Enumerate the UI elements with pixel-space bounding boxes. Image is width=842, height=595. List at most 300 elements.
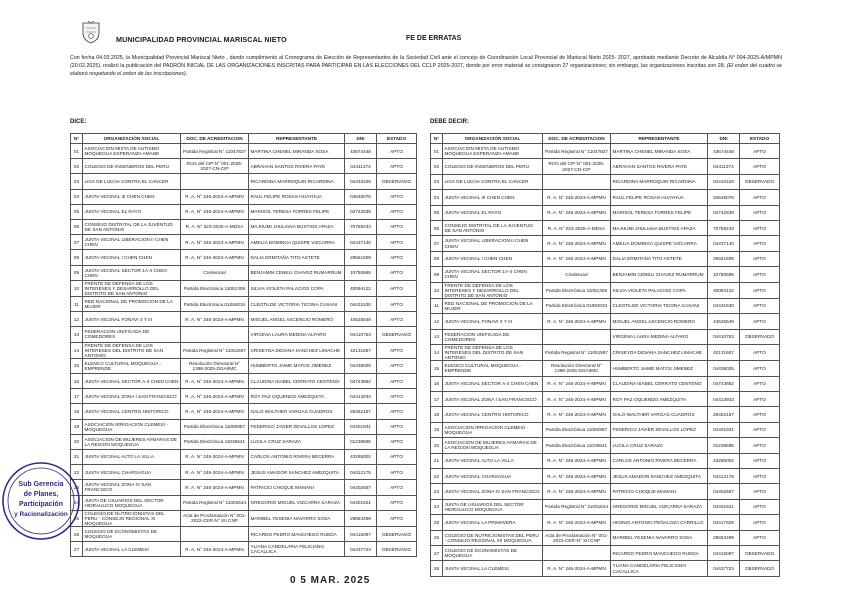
column-header: N° bbox=[431, 134, 443, 144]
dni-cell: 04411374 bbox=[708, 159, 740, 174]
table-row bbox=[71, 374, 417, 389]
organization-cell: RED NACIONAL DE PROMOCION DE LA MUJER bbox=[443, 298, 543, 313]
organization-cell: FRENTE DE DEFENSA DE LOS INTERESES Y DESARROLLO DEL DISTRITO DE SAN ANTONIO bbox=[443, 282, 543, 298]
column-header: ORGANIZACIÓN SOCIAL bbox=[443, 134, 543, 144]
representative-cell: RAUL FELIPE ROSAS HUAYHUA bbox=[611, 190, 708, 205]
organization-cell: JUNTA VECINAL EL RAYO bbox=[443, 205, 543, 220]
status-cell: APTO bbox=[377, 510, 417, 526]
status-cell: APTO bbox=[740, 267, 780, 282]
table-debe-decir bbox=[430, 133, 780, 577]
row-number: 14 bbox=[431, 344, 443, 360]
representative-cell: GREGORIO MIGUEL VIZCARRA SARAZA bbox=[611, 499, 708, 514]
organization-cell: COLEGIO DE NUTRICIONISTAS DEL PERU - CONSEJO REGIONAL XII MOQUEGUA bbox=[443, 530, 543, 545]
column-header: ESTADO bbox=[377, 134, 417, 144]
dni-cell: 04742839 bbox=[708, 205, 740, 220]
organization-cell: JUNTA VECINAL III CHEN CHEN bbox=[443, 190, 543, 205]
row-number: 19 bbox=[71, 419, 83, 434]
dni-cell: 44525549 bbox=[345, 312, 377, 327]
representative-cell: MARTINA CHENEL MIRANDA SOSA bbox=[611, 144, 708, 159]
table-row bbox=[71, 510, 417, 526]
accreditation-cell: R. A. N° 246-2024-A-MPMN bbox=[181, 235, 249, 250]
row-number: 06 bbox=[71, 219, 83, 234]
row-number: 15 bbox=[71, 358, 83, 373]
accreditation-cell bbox=[181, 174, 249, 189]
row-number: 15 bbox=[431, 361, 443, 376]
row-number: 10 bbox=[431, 282, 443, 298]
organization-cell: COLEGIO DE ECONOMISTAS DE MOQUEGUA bbox=[443, 545, 543, 560]
table-row bbox=[431, 376, 780, 391]
row-number: 12 bbox=[71, 312, 83, 327]
table-row bbox=[431, 251, 780, 266]
row-number: 01 bbox=[71, 144, 83, 159]
accreditation-cell: Partida Electrónica 11036641 bbox=[543, 438, 611, 453]
accreditation-cell: R. A. N° 246-2024-A-MPMN bbox=[543, 484, 611, 499]
row-number: 26 bbox=[431, 530, 443, 545]
representative-cell: MARIBEL YESENIA NAVARRO SOSA bbox=[611, 530, 708, 545]
table-row bbox=[431, 468, 780, 483]
row-number: 13 bbox=[431, 329, 443, 344]
row-number: 10 bbox=[71, 280, 83, 296]
dni-cell: 04432429 bbox=[708, 174, 740, 189]
status-cell: APTO bbox=[740, 499, 780, 514]
table-row bbox=[71, 404, 417, 419]
accreditation-cell: R. A. N° 246-2024-A-MPMN bbox=[181, 449, 249, 464]
table-row bbox=[71, 389, 417, 404]
representative-cell: YLIANA CANDELARIA FELICIANO CACALLICA bbox=[611, 561, 708, 576]
dni-cell: 04402657 bbox=[708, 484, 740, 499]
organization-cell: JUNTA VECINAL CENTRO HISTORICO bbox=[83, 404, 181, 419]
accreditation-cell: Credencial bbox=[181, 265, 249, 280]
column-header: DNI bbox=[708, 134, 740, 144]
status-cell: APTO bbox=[377, 419, 417, 434]
status-cell: APTO bbox=[377, 342, 417, 358]
svg-text:y Racionalización: y Racionalización bbox=[14, 511, 68, 518]
table-row bbox=[71, 542, 417, 557]
table-row bbox=[71, 312, 417, 327]
accreditation-cell: R. A. N° 246-2024-A-MPMN bbox=[181, 312, 249, 327]
organization-cell: JUNTA VECINAL ALTO LA VILLA bbox=[443, 453, 543, 468]
row-number: 23 bbox=[431, 484, 443, 499]
dni-cell: 04402657 bbox=[345, 480, 377, 495]
organization-cell: ASOCIACION IRRIGACION CLEMESI - MOQUEGUA bbox=[443, 422, 543, 437]
accreditation-cell: R. A. N° 246-2024-A-MPMN bbox=[181, 480, 249, 495]
organization-cell: JUNTA VECINAL LA CLEMESI bbox=[443, 561, 543, 576]
accreditation-cell: R. A. N° 246-2024-A-MPMN bbox=[181, 189, 249, 204]
status-cell: APTO bbox=[740, 438, 780, 453]
representative-cell: HIGINIO ANTONIO PEÑALOZA CARRILLO bbox=[611, 515, 708, 530]
dni-cell: 04743862 bbox=[345, 374, 377, 389]
dni-cell: 04437140 bbox=[708, 236, 740, 251]
table-row bbox=[71, 280, 417, 296]
organization-cell: JUNTA VECINAL SECTOR A-3 CHEN CHEN bbox=[83, 374, 181, 389]
status-cell: APTO bbox=[377, 189, 417, 204]
table-row bbox=[431, 438, 780, 453]
intro-paragraph bbox=[70, 54, 782, 79]
organization-cell: COLEGIO DE INGENIEROS DEL PERU bbox=[83, 159, 181, 174]
organization-cell: FEDERACION UNIFICADA DE COMEDORES bbox=[83, 327, 181, 342]
accreditation-cell: R. A. N° 246-2024-A-MPMN bbox=[181, 389, 249, 404]
dni-cell: 04401621 bbox=[345, 495, 377, 510]
dni-cell: 29653499 bbox=[345, 510, 377, 526]
organization-cell: CONSEJO DISTRITAL DE LA JUVENTUD DE SAN ANTONIO bbox=[83, 219, 181, 234]
status-cell: APTO bbox=[740, 422, 780, 437]
organization-cell: JUNTA VECINAL FONAVI 3 Y III bbox=[83, 312, 181, 327]
dni-cell: 04431530 bbox=[708, 298, 740, 313]
row-number: 22 bbox=[431, 468, 443, 483]
organization-cell: JUNTA VECINAL SECTOR 1A-4 CHEN CHEN bbox=[83, 265, 181, 280]
representative-cell: BENJAMIN CENELI CHAVEZ RUMARRUM bbox=[249, 265, 345, 280]
table-row bbox=[431, 515, 780, 530]
row-number: 20 bbox=[71, 434, 83, 449]
status-cell: APTO bbox=[377, 480, 417, 495]
representative-cell: SILVIA VIOLETA PALACIOS COPA bbox=[249, 280, 345, 296]
row-number: 02 bbox=[431, 159, 443, 174]
representative-cell: CLAUDINA ISABEL CERRATO CENTENO bbox=[249, 374, 345, 389]
table-row bbox=[431, 561, 780, 576]
representative-cell: HUMBERTO JAIME MATOS JIMENEZ bbox=[249, 358, 345, 373]
dni-cell: 01239595 bbox=[708, 438, 740, 453]
document-title: FE DE ERRATAS bbox=[406, 35, 462, 42]
accreditation-cell: R. A. N° 246-2024-A-MPMN bbox=[543, 376, 611, 391]
table-row bbox=[431, 267, 780, 282]
table-row bbox=[71, 327, 417, 342]
row-number: 21 bbox=[431, 453, 443, 468]
row-number: 25 bbox=[71, 510, 83, 526]
status-cell: APTO bbox=[377, 265, 417, 280]
accreditation-cell: Partida Electrónica 11036641 bbox=[181, 434, 249, 449]
organization-cell: COLEGIO DE INGENIEROS DEL PERU bbox=[443, 159, 543, 174]
representative-cell: PATRICIO CHOQUE MAMANI bbox=[249, 480, 345, 495]
organization-name: MUNICIPALIDAD PROVINCIAL MARISCAL NIETO bbox=[116, 35, 287, 44]
dni-cell: 01239595 bbox=[345, 434, 377, 449]
status-cell: APTO bbox=[740, 190, 780, 205]
row-number: 12 bbox=[431, 314, 443, 329]
accreditation-cell: R. A. N° 246-2024-A-MPMN bbox=[181, 465, 249, 480]
row-number: 28 bbox=[431, 561, 443, 576]
organization-cell: JUNTA VECINAL ZONA IV SAN FRANCISCO bbox=[443, 484, 543, 499]
column-header: REPRESENTANTE bbox=[249, 134, 345, 144]
accreditation-cell: R. A. N° 246-2024-A-MPMN bbox=[543, 314, 611, 329]
dni-cell: 44525549 bbox=[708, 314, 740, 329]
date-stamp: 0 5 MAR. 2025 bbox=[290, 575, 371, 586]
row-number: 21 bbox=[71, 449, 83, 464]
row-number: 01 bbox=[431, 144, 443, 159]
status-cell: APTO bbox=[740, 251, 780, 266]
table-row bbox=[71, 159, 417, 174]
accreditation-cell: R. A. N° 246-2024-A-MPMN bbox=[543, 407, 611, 422]
status-cell: APTO bbox=[740, 236, 780, 251]
status-cell: APTO bbox=[377, 280, 417, 296]
dni-cell: 04401931 bbox=[708, 422, 740, 437]
accreditation-cell: R. A. N° 246-2024-A-MPMN bbox=[543, 561, 611, 576]
table-row bbox=[71, 204, 417, 219]
office-seal bbox=[0, 460, 82, 542]
representative-cell: AMELIA DOMINGA QUISPE VIZCARRA bbox=[249, 235, 345, 250]
table-row bbox=[71, 250, 417, 265]
table-row bbox=[71, 480, 417, 495]
representative-cell: JESUS AMADOR SANCHEZ AMEZQUITA bbox=[611, 468, 708, 483]
dni-cell: 04411374 bbox=[345, 159, 377, 174]
accreditation-cell: R. A. N° 246-2024-A-MPMN bbox=[543, 251, 611, 266]
accreditation-cell: Partida Registral N° 11047827 bbox=[543, 144, 611, 159]
table-row bbox=[71, 434, 417, 449]
representative-cell: CLAUDINA ISABEL CERRATO CENTENO bbox=[611, 376, 708, 391]
status-cell: APTO bbox=[377, 204, 417, 219]
representative-cell: MARISOL TERESA TORRES FELIPE bbox=[249, 204, 345, 219]
status-cell: APTO bbox=[740, 205, 780, 220]
accreditation-cell: Partida Registral N° 11001644 bbox=[543, 499, 611, 514]
organization-cell: ASOCIACION DE MUJERES AYMARAS DE LA REGION MOQUEGUA bbox=[443, 438, 543, 453]
dni-cell: 04413933 bbox=[345, 389, 377, 404]
row-number: 04 bbox=[71, 189, 83, 204]
section-label-debe-decir: DEBE DECIR: bbox=[430, 119, 470, 125]
dni-cell: 43295002 bbox=[345, 449, 377, 464]
dni-cell: 04645076 bbox=[345, 189, 377, 204]
organization-cell: JUNTA VECINAL ZONA I SAN FRANCISCO bbox=[83, 389, 181, 404]
status-cell: APTO bbox=[740, 468, 780, 483]
table-row bbox=[431, 392, 780, 407]
row-number: 06 bbox=[431, 220, 443, 235]
table-row bbox=[431, 361, 780, 376]
representative-cell: RICARDO PEDRO MANCHEGO RUEDA bbox=[249, 526, 345, 541]
dni-cell: 04401931 bbox=[345, 419, 377, 434]
dni-cell: 29653499 bbox=[708, 530, 740, 545]
organization-cell: ASOCIACION IRRIGACION CLEMESI - MOQUEGUA bbox=[83, 419, 181, 434]
representative-cell: CRISEYDA DIDIANA SANCHEZ LIMACHE bbox=[611, 344, 708, 360]
row-number: 17 bbox=[431, 392, 443, 407]
status-cell: APTO bbox=[377, 495, 417, 510]
accreditation-cell: Resolución Directoral N° 1398-2025-DGAIIMC bbox=[543, 361, 611, 376]
dni-cell: 04412175 bbox=[345, 465, 377, 480]
dni-cell: 42131657 bbox=[708, 344, 740, 360]
table-row bbox=[71, 495, 417, 510]
row-number: 16 bbox=[71, 374, 83, 389]
table-row bbox=[431, 314, 780, 329]
row-number: 07 bbox=[71, 235, 83, 250]
table-row bbox=[431, 453, 780, 468]
accreditation-cell: Partida Electrónica 01084034 bbox=[543, 298, 611, 313]
dni-cell: 10750695 bbox=[345, 265, 377, 280]
dni-cell: 04438025 bbox=[345, 358, 377, 373]
dni-cell: 04416087 bbox=[345, 526, 377, 541]
table-row bbox=[431, 484, 780, 499]
representative-cell: MAJHUMI JHULIANA BUSTIOS APAZA bbox=[611, 220, 708, 235]
svg-text:Participación: Participación bbox=[19, 501, 63, 508]
organization-cell: FRENTE DE DEFENSA DE LOS INTERESES Y DESARROLLO DEL DISTRITO DE SAN ANTONIO bbox=[83, 280, 181, 296]
representative-cell: MIGUEL ANGEL ASCENCIO ROMERO bbox=[611, 314, 708, 329]
status-cell: APTO bbox=[377, 465, 417, 480]
status-cell: APTO bbox=[377, 219, 417, 234]
organization-cell: JUNTA VECINAL I CHEN CHEN bbox=[83, 250, 181, 265]
organization-cell: JUNTA VECINAL LIBERACION II CHEN CHEN bbox=[443, 236, 543, 251]
status-cell: APTO bbox=[377, 296, 417, 311]
row-number: 13 bbox=[71, 327, 83, 342]
organization-cell: JUNTA VECINAL CENTRO HISTORICO bbox=[443, 407, 543, 422]
dni-cell: 04413933 bbox=[708, 392, 740, 407]
table-row bbox=[431, 144, 780, 159]
organization-cell: JUNTA VECINAL LA PRIMAVERA bbox=[443, 515, 543, 530]
dni-cell: 04431530 bbox=[345, 296, 377, 311]
representative-cell: GALO WALTHER VARGAS CUADROS bbox=[611, 407, 708, 422]
row-number: 22 bbox=[71, 465, 83, 480]
representative-cell: ROY PAZ OQUENDO AMEZQUITA bbox=[611, 392, 708, 407]
representative-cell: VIRGINIA LAURA MEDINA ALFARO bbox=[611, 329, 708, 344]
status-cell: APTO bbox=[377, 312, 417, 327]
row-number: 20 bbox=[431, 438, 443, 453]
representative-cell: DALIA ERMITAÑA TITO ASTETE bbox=[249, 250, 345, 265]
row-number: 02 bbox=[71, 159, 83, 174]
table-row bbox=[71, 235, 417, 250]
accreditation-cell: Acta de Proclamación N° 001-2022-CER-N° XII CNP bbox=[181, 510, 249, 526]
accreditation-cell: Partida Electrónica 01084034 bbox=[181, 296, 249, 311]
dni-cell: 04742839 bbox=[345, 204, 377, 219]
table-row bbox=[431, 530, 780, 545]
status-cell: APTO bbox=[377, 449, 417, 464]
accreditation-cell: R. A. N° 246-2024-A-MPMN bbox=[181, 374, 249, 389]
representative-cell: CARLOS ANTONIO RIVERA BECERRA bbox=[249, 449, 345, 464]
organization-cell: JUNTA VECINAL CHARSAGUA bbox=[443, 468, 543, 483]
dni-cell: 29452157 bbox=[345, 404, 377, 419]
table-row bbox=[71, 342, 417, 358]
row-number: 18 bbox=[71, 404, 83, 419]
table-row bbox=[431, 499, 780, 514]
table-header-row bbox=[431, 134, 780, 144]
representative-cell: RICARDO PEDRO MANCHEGO RUEDA bbox=[611, 545, 708, 560]
column-header: ORGANIZACIÓN SOCIAL bbox=[83, 134, 181, 144]
status-cell: OBSERVADO bbox=[740, 174, 780, 189]
organization-cell: JUNTA VECINAL CHARSAGUA bbox=[83, 465, 181, 480]
column-header: DOC. DE ACREDITACION bbox=[543, 134, 611, 144]
status-cell: OBSERVADO bbox=[377, 174, 417, 189]
status-cell: APTO bbox=[740, 220, 780, 235]
status-cell: APTO bbox=[740, 298, 780, 313]
accreditation-cell: R. A. N° 023-2025-A-MDSA bbox=[181, 219, 249, 234]
dni-cell: 04743862 bbox=[708, 376, 740, 391]
row-number: 11 bbox=[71, 296, 83, 311]
representative-cell: ABRAHAN SANTOS RIVERA PAYE bbox=[249, 159, 345, 174]
status-cell: APTO bbox=[377, 358, 417, 373]
accreditation-cell: Partida Registral N° 11051597 bbox=[543, 344, 611, 360]
table-row bbox=[71, 526, 417, 541]
table-row bbox=[431, 422, 780, 437]
organization-cell: JUNTA VECINAL ZONA IV SAN FRANCISCO bbox=[83, 480, 181, 495]
dni-cell: 29452157 bbox=[708, 407, 740, 422]
row-number: 09 bbox=[431, 267, 443, 282]
status-cell: APTO bbox=[740, 407, 780, 422]
accreditation-cell: Partida Registral N° 11051597 bbox=[181, 342, 249, 358]
representative-cell: RICARDINA MARROQUIN RICARDINA bbox=[249, 174, 345, 189]
table-row bbox=[431, 174, 780, 189]
dni-cell: 70768433 bbox=[345, 219, 377, 234]
representative-cell: AMELIA DOMINGA QUISPE VIZCARRA bbox=[611, 236, 708, 251]
organization-cell: JUNTA VECINAL ALTO LA VILLA bbox=[83, 449, 181, 464]
status-cell: APTO bbox=[377, 434, 417, 449]
row-number: 27 bbox=[71, 542, 83, 557]
representative-cell: JESUS AMADOR SANCHEZ AMEZQUITA bbox=[249, 465, 345, 480]
dni-cell: 04410753 bbox=[708, 329, 740, 344]
accreditation-cell: R. A. N° 246-2024-A-MPMN bbox=[543, 392, 611, 407]
table-row bbox=[431, 190, 780, 205]
organization-cell: ELENCO CULTURAL MOQUEGUA - EMPRENDE bbox=[443, 361, 543, 376]
table-row bbox=[431, 329, 780, 344]
table-row bbox=[71, 174, 417, 189]
organization-cell: RED NACIONAL DE PROMOCION DE LA MUJER bbox=[83, 296, 181, 311]
table-row bbox=[431, 545, 780, 560]
representative-cell: RAUL FELIPE ROSAS HUAYHUA bbox=[249, 189, 345, 204]
organization-cell: COLEGIO DE NUTRICIONISTAS DEL PERU - CONSEJO REGIONAL XI MOQUEGUA bbox=[83, 510, 181, 526]
representative-cell: ROY PAZ OQUENDO AMEZQUITA bbox=[249, 389, 345, 404]
accreditation-cell: R. A. N° 246-2024-A-MPMN bbox=[543, 205, 611, 220]
representative-cell: CLEOTILDE VICTORIA TICONA CASANI bbox=[249, 296, 345, 311]
table-row bbox=[71, 219, 417, 234]
row-number: 25 bbox=[431, 515, 443, 530]
dni-cell: 04645076 bbox=[708, 190, 740, 205]
organization-cell: JUNTA DE USUARIOS DEL SECTOR HIDRAULICO MOQUEGUA bbox=[443, 499, 543, 514]
organization-cell: FRENTE DE DEFENSA DE LOS INTERESES DEL DISTRITO DE SAN ANTONIO bbox=[443, 344, 543, 360]
organization-cell: JUNTA VECINAL EL RAYO bbox=[83, 204, 181, 219]
representative-cell: FEDERICO JAVIER ZEVALLOS LOPEZ bbox=[249, 419, 345, 434]
dni-cell: 43674448 bbox=[345, 144, 377, 159]
status-cell: OBSERVADO bbox=[740, 561, 780, 576]
table-row bbox=[71, 265, 417, 280]
representative-cell: MIGUEL ANGEL ASCENCIO ROMERO bbox=[249, 312, 345, 327]
representative-cell: GREGORIO MIGUEL VIZCARRA SARAZA bbox=[249, 495, 345, 510]
dni-cell: 10750695 bbox=[708, 267, 740, 282]
column-header: ESTADO bbox=[740, 134, 780, 144]
accreditation-cell bbox=[181, 327, 249, 342]
column-header: N° bbox=[71, 134, 83, 144]
status-cell: APTO bbox=[377, 374, 417, 389]
status-cell: APTO bbox=[740, 392, 780, 407]
organization-cell: ELENCO CULTURAL MOQUEGUA - EMPRENDE bbox=[83, 358, 181, 373]
status-cell: APTO bbox=[740, 159, 780, 174]
dni-cell: 04410753 bbox=[345, 327, 377, 342]
representative-cell: VIRGINIA LAURA MEDINA ALFARO bbox=[249, 327, 345, 342]
representative-cell: RICARDINA MARROQUIN RICARDINA bbox=[611, 174, 708, 189]
accreditation-cell: Acta de Proclamación N° 001-2022-CER-N° XII CNP bbox=[543, 530, 611, 545]
accreditation-cell bbox=[181, 526, 249, 541]
row-number: 03 bbox=[431, 174, 443, 189]
representative-cell: PATRICIO CHOQUE MAMANI bbox=[611, 484, 708, 499]
accreditation-cell: R. A. N° 023-2025-A-MDSA bbox=[543, 220, 611, 235]
organization-cell: JUNTA VECINAL FONAVI 3 Y III bbox=[443, 314, 543, 329]
status-cell: APTO bbox=[740, 376, 780, 391]
status-cell: APTO bbox=[377, 404, 417, 419]
organization-cell: JUNTA VECINAL I CHEN CHEN bbox=[443, 251, 543, 266]
accreditation-cell: Partida Registral N° 11001644 bbox=[181, 495, 249, 510]
table-header-row bbox=[71, 134, 417, 144]
column-header: REPRESENTANTE bbox=[611, 134, 708, 144]
accreditation-cell: Credencial bbox=[543, 267, 611, 282]
accreditation-cell: R. A. N° 246-2024-A-MPMN bbox=[543, 190, 611, 205]
representative-cell: BENJAMIN CENELI CHAVEZ RUMARRUM bbox=[611, 267, 708, 282]
accreditation-cell: R. A. N° 246-2024-A-MPMN bbox=[181, 404, 249, 419]
dni-cell: 04412175 bbox=[708, 468, 740, 483]
table-row bbox=[71, 465, 417, 480]
municipal-logo bbox=[80, 20, 102, 44]
accreditation-cell: R. A. N° 246-2024-A-MPMN bbox=[543, 468, 611, 483]
accreditation-cell: R. A. N° 246-2024-A-MPMN bbox=[181, 250, 249, 265]
organization-cell: JUNTA VECINAL LA CLEMESI bbox=[83, 542, 181, 557]
status-cell: APTO bbox=[377, 250, 417, 265]
status-cell: APTO bbox=[740, 453, 780, 468]
organization-cell: FEDERACION UNIFICADA DE COMEDORES bbox=[443, 329, 543, 344]
row-number: 27 bbox=[431, 545, 443, 560]
table-row bbox=[71, 189, 417, 204]
organization-cell: LIGA DE LUCHA CONTRA EL CANCER bbox=[443, 174, 543, 189]
organization-cell: JUNTA VECINAL ZONA I SAN FRANCISCO bbox=[443, 392, 543, 407]
dni-cell: 04437723 bbox=[345, 542, 377, 557]
